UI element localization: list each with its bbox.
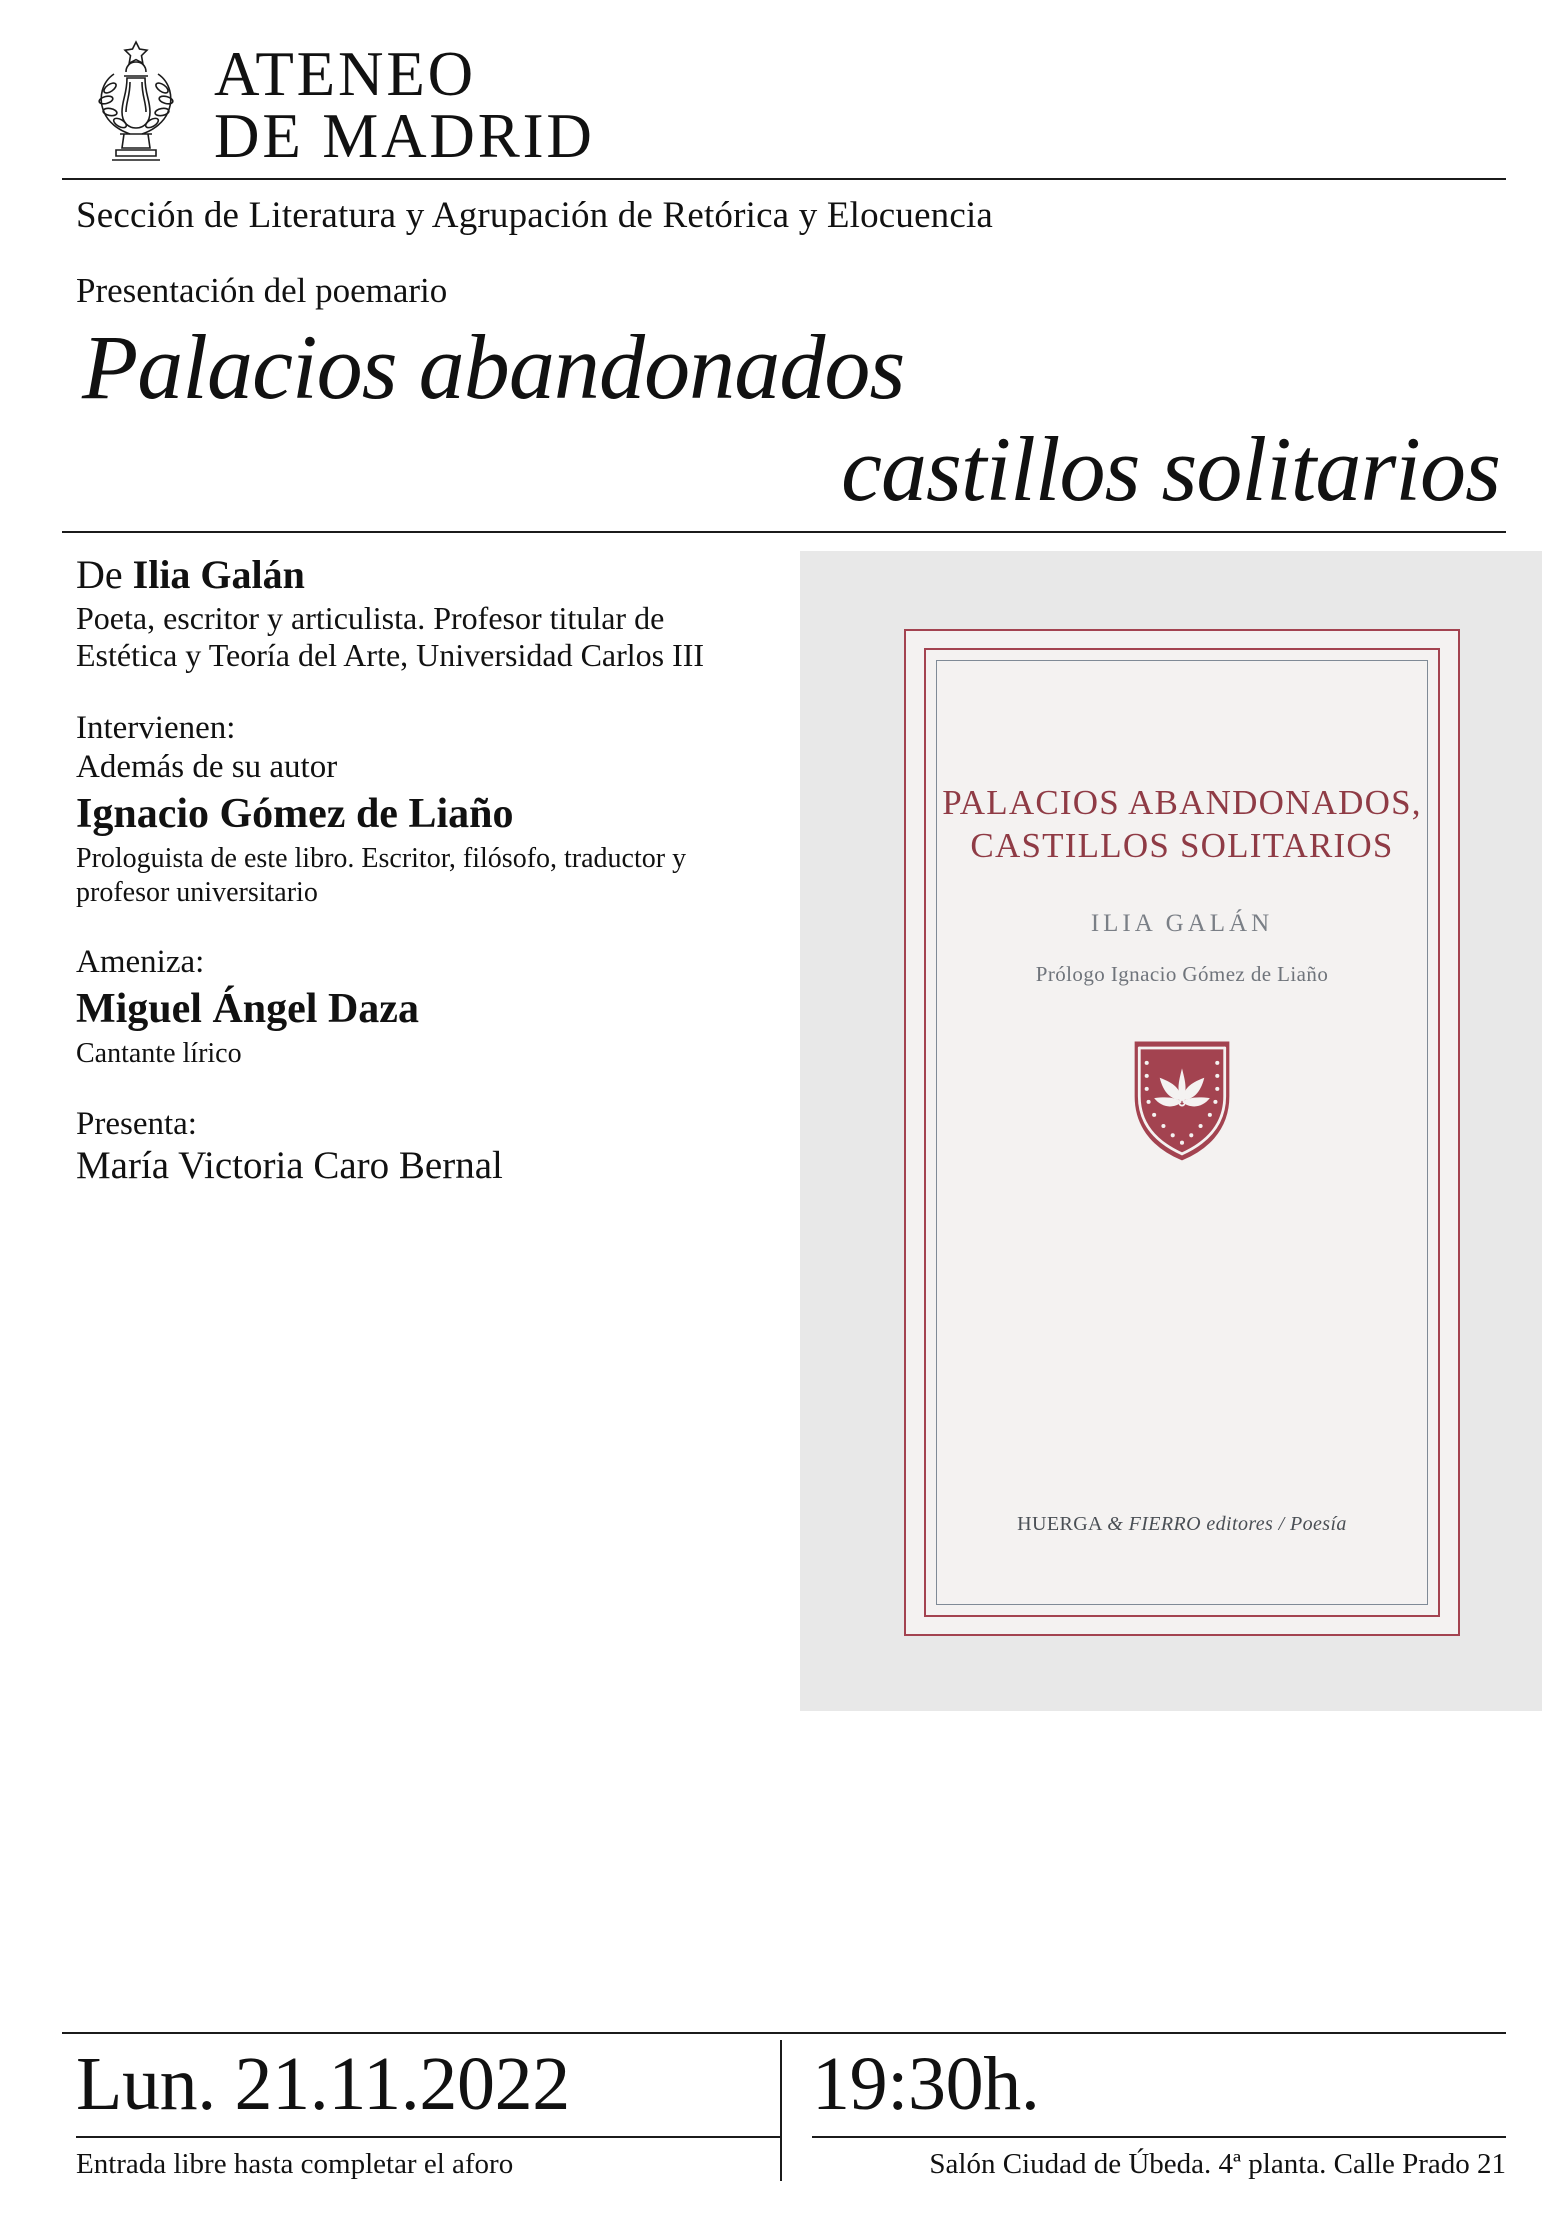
event-time: 19:30h.: [812, 2042, 1040, 2127]
ameniza-name: Miguel Ángel Daza: [76, 986, 419, 1033]
cover-author: ILIA GALÁN: [1090, 910, 1274, 938]
footer-vertical-divider: [780, 2040, 782, 2181]
cover-column: [800, 551, 1542, 1711]
speaker-description: Prologuista de este libro. Escritor, filósofo, traductor y profesor universitario: [76, 843, 687, 908]
ateneo-emblem-icon: [80, 38, 192, 170]
header-divider: [62, 178, 1506, 180]
ameniza-group: [76, 943, 766, 1071]
cover-title: PALACIOS ABANDONADOS, CASTILLOS SOLITARIOS: [942, 782, 1422, 866]
ameniza-description: Cantante lírico: [76, 1038, 242, 1070]
cover-publisher-pre: HUERGA: [1017, 1512, 1102, 1535]
book-cover: [904, 629, 1460, 1636]
speakers-group: [76, 709, 766, 909]
event-title-line-2: castillos solitarios: [841, 417, 1500, 520]
footer-divider: [62, 2032, 1506, 2034]
footer-date-block: [62, 2040, 780, 2181]
cover-publisher-post: FIERRO editores / Poesía: [1128, 1512, 1347, 1535]
event-date: Lun. 21.11.2022: [76, 2042, 570, 2127]
author-description: Poeta, escritor y articulista. Profesor titular de Estética y Teoría del Arte, Universidad Carlos III: [76, 599, 705, 674]
header: [62, 34, 1506, 170]
footer-grid: [62, 2040, 1506, 2181]
author-line: [76, 551, 766, 598]
cover-prologue: Prólogo Ignacio Gómez de Liaño: [1035, 962, 1329, 987]
footer: [62, 2032, 1506, 2181]
institution-wordmark: [214, 34, 595, 171]
author-prefix: De: [76, 551, 133, 597]
title-divider: [62, 531, 1506, 533]
shield-flower-emblem-icon: [940, 1035, 1424, 1165]
event-kicker: Presentación del poemario: [76, 271, 448, 310]
presenta-group: [76, 1105, 766, 1189]
section-subtitle: Sección de Literatura y Agrupación de Retórica y Elocuencia: [76, 195, 994, 236]
presenta-label: Presenta:: [76, 1105, 197, 1142]
footer-time-block: [806, 2040, 1506, 2181]
event-title: [62, 316, 1506, 520]
footer-note-right: Salón Ciudad de Úbeda. 4ª planta. Calle Prado 21: [929, 2148, 1506, 2180]
speaker-name: Ignacio Gómez de Liaño: [76, 791, 514, 838]
credits-column: [62, 551, 766, 1711]
book-cover-image: [800, 551, 1542, 1711]
cover-publisher-amp: &: [1107, 1512, 1124, 1535]
institution-line-1: ATENEO: [214, 39, 476, 109]
author-name: Ilia Galán: [132, 551, 305, 597]
presenta-name: María Victoria Caro Bernal: [76, 1143, 503, 1187]
main-content: [62, 551, 1506, 1711]
cover-publisher: [906, 1513, 1458, 1536]
cover-content: [906, 631, 1458, 1634]
ameniza-label: Ameniza:: [76, 944, 205, 981]
intervienen-sub: Además de su autor: [76, 749, 338, 786]
intervienen-label: Intervienen:: [76, 710, 236, 747]
footer-note-left: Entrada libre hasta completar el aforo: [76, 2148, 514, 2180]
event-title-line-1: Palacios abandonados: [82, 316, 905, 418]
institution-line-2: DE MADRID: [214, 100, 595, 171]
